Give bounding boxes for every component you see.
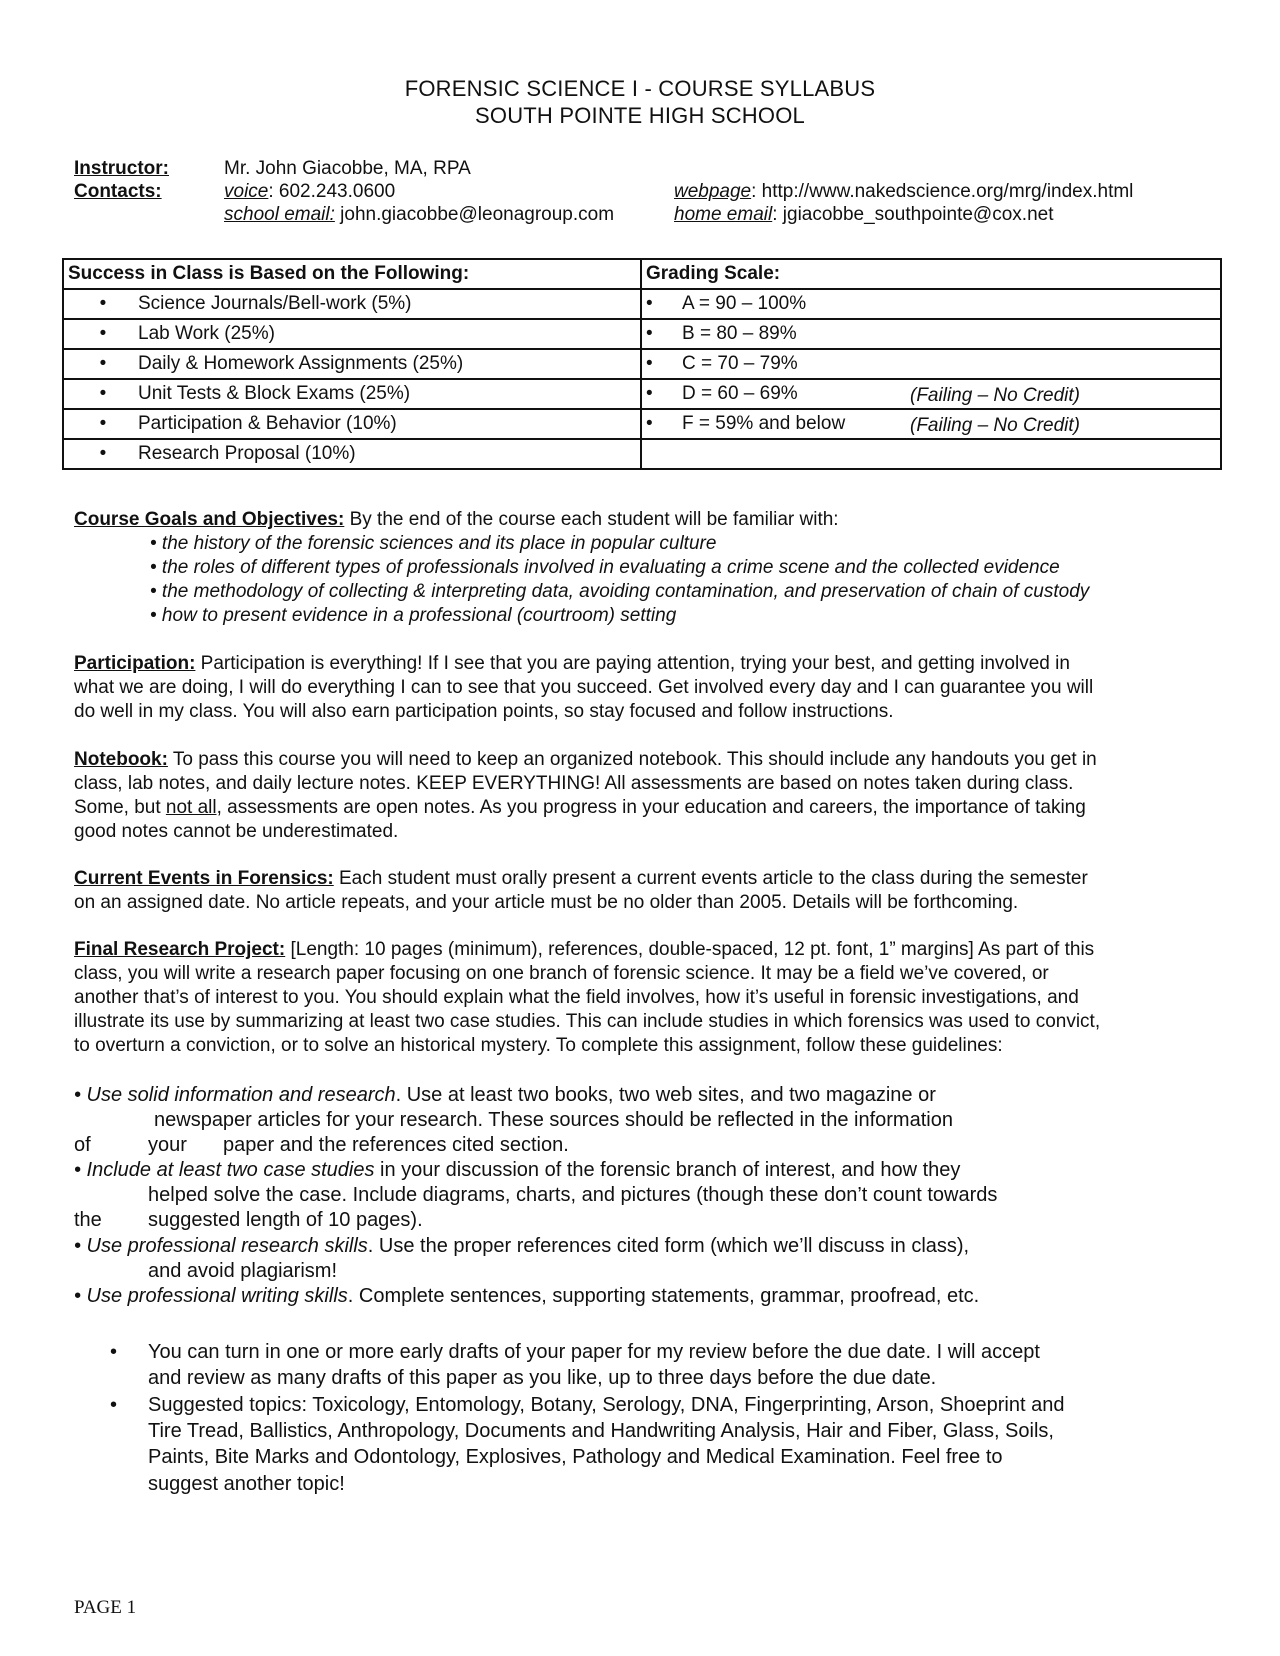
voice-value: : 602.243.0600 <box>268 181 396 202</box>
not-all-emphasis: not all, <box>165 797 222 818</box>
note-text: You can turn in one or more early drafts of your paper for my review before the due date. I will accept <box>148 1341 1040 1363</box>
grading-table <box>62 258 1222 470</box>
guideline-text: . Use the proper references cited form (which we’ll discuss in class), <box>367 1235 970 1257</box>
home-email-value: : jgiacobbe_southpointe@cox.net <box>772 204 1054 225</box>
success-header: Success in Class is Based on the Following: <box>63 259 641 289</box>
school-email-label: school email: <box>224 204 335 225</box>
goal-item: • how to present evidence in a professional (courtroom) setting <box>150 605 677 626</box>
document-title: FORENSIC SCIENCE I - COURSE SYLLABUS <box>404 76 876 101</box>
guideline-text: of <box>74 1134 91 1156</box>
guideline-text: . Complete sentences, supporting statements, grammar, proofread, etc. <box>347 1285 980 1307</box>
research-project-section <box>74 938 1214 1058</box>
grade-range: A = 90 – 100% <box>682 293 807 314</box>
research-text: class, you will write a research paper focusing on one branch of forensic science. It may be a field we’ve covered, or <box>74 963 1049 984</box>
empty-cell <box>641 439 1221 469</box>
current-events-section <box>74 867 1214 915</box>
guideline-item <box>74 1234 969 1260</box>
school-name: SOUTH POINTE HIGH SCHOOL <box>475 103 805 128</box>
table-row <box>63 349 1221 379</box>
notebook-text: good notes cannot be underestimated. <box>74 821 399 842</box>
school-email-contact <box>224 204 614 226</box>
note-text: and review as many drafts of this paper as you like, up to three days before the due date. <box>148 1367 937 1389</box>
research-text: another that’s of interest to you. You should explain what the field involves, how it’s useful in forensic investigations, and <box>74 987 1079 1008</box>
note-text: suggest another topic! <box>148 1473 345 1495</box>
grading-scale-header: Grading Scale: <box>641 259 1221 289</box>
note-text: Suggested topics: Toxicology, Entomology, Botany, Serology, DNA, Fingerprinting, Arson, Shoeprint and <box>148 1394 1065 1416</box>
course-goals-section <box>74 508 1214 628</box>
notebook-text: class, lab notes, and daily lecture notes. KEEP EVERYTHING! All assessments are based on notes taken during class. <box>74 773 1074 794</box>
participation-text: what we are doing, I will do everything I can to see that you succeed. Get involved every day and I can guarantee you will <box>74 677 1094 698</box>
guideline-text: and avoid plagiarism! <box>148 1260 337 1282</box>
criterion: Research Proposal (10%) <box>138 443 356 464</box>
notebook-text: Some, but <box>74 797 166 818</box>
failing-note: (Failing – No Credit) <box>910 415 1080 436</box>
table-header-row <box>63 259 1221 289</box>
criterion: Lab Work (25%) <box>138 323 275 344</box>
grade-range: B = 80 – 89% <box>682 323 797 344</box>
research-text: illustrate its use by summarizing at least two case studies. This can include studies in which forensics was used to convict, <box>74 1011 1101 1032</box>
goal-item: • the roles of different types of professionals involved in evaluating a crime scene and the collected evidence <box>150 557 1060 578</box>
guideline-emphasis: • Use professional writing skills <box>74 1285 348 1307</box>
guideline-text: your <box>148 1134 187 1156</box>
bullet: • <box>110 1394 118 1416</box>
guideline-text: in your discussion of the forensic branch of interest, and how they <box>374 1159 961 1181</box>
guideline-item <box>74 1284 979 1310</box>
note-text: Tire Tread, Ballistics, Anthropology, Documents and Handwriting Analysis, Hair and Fiber, Glass, Soils, <box>148 1420 1054 1442</box>
home-email-label: home email <box>674 204 773 225</box>
guideline-item <box>74 1083 936 1109</box>
webpage-value: : http://www.nakedscience.org/mrg/index.html <box>751 181 1134 202</box>
guideline-text: newspaper articles for your research. These sources should be reflected in the information <box>154 1109 953 1131</box>
participation-section <box>74 652 1214 724</box>
grade-range: F = 59% and below <box>682 413 846 434</box>
current-events-text: Each student must orally present a current events article to the class during the semester <box>333 868 1088 889</box>
criterion: Participation & Behavior (10%) <box>138 413 397 434</box>
research-text: [Length: 10 pages (minimum), references, double-spaced, 12 pt. font, 1” margins] As part of this <box>285 939 1095 960</box>
contacts-label: Contacts: <box>74 181 162 202</box>
table-row <box>63 409 1221 439</box>
bullet: • <box>99 383 107 404</box>
guideline-text: . Use at least two books, two web sites, and two magazine or <box>395 1084 936 1106</box>
table-row <box>63 439 1221 469</box>
bullet: • <box>99 293 107 314</box>
home-email-contact <box>674 204 1053 226</box>
page-number: PAGE 1 <box>74 1597 137 1618</box>
bullet: • <box>646 383 653 404</box>
bullet: • <box>646 293 653 314</box>
guideline-text: suggested length of 10 pages). <box>148 1209 423 1231</box>
guideline-text: helped solve the case. Include diagrams, charts, and pictures (though these don’t count towards <box>148 1184 998 1206</box>
grade-range: D = 60 – 69% <box>682 383 798 404</box>
criterion: Science Journals/Bell-work (5%) <box>138 293 412 314</box>
guideline-text: the <box>74 1209 102 1231</box>
notebook-label: Notebook: <box>74 749 168 770</box>
instructor-name: Mr. John Giacobbe, MA, RPA <box>224 158 471 179</box>
note-text: Paints, Bite Marks and Odontology, Explosives, Pathology and Medical Examination. Feel free to <box>148 1446 1003 1468</box>
goal-item: • the methodology of collecting & interpreting data, avoiding contamination, and preservation of chain of custody <box>150 581 1090 602</box>
participation-text: Participation is everything! If I see that you are paying attention, trying your best, and getting involved in <box>195 653 1070 674</box>
bullet: • <box>99 443 107 464</box>
notebook-section <box>74 748 1214 844</box>
grade-range: C = 70 – 79% <box>682 353 798 374</box>
research-text: to overturn a conviction, or to solve an historical mystery. To complete this assignment, follow these guidelines: <box>74 1035 1003 1056</box>
table-row <box>63 289 1221 319</box>
guideline-emphasis: • Include at least two case studies <box>74 1159 375 1181</box>
webpage-contact <box>674 181 1133 203</box>
criterion: Unit Tests & Block Exams (25%) <box>138 383 411 404</box>
bullet: • <box>646 413 653 434</box>
guideline-text: paper and the references cited section. <box>223 1134 569 1156</box>
course-goals-label: Course Goals and Objectives: <box>74 509 345 530</box>
bullet: • <box>646 353 653 374</box>
current-events-text: on an assigned date. No article repeats, and your article must be no older than 2005. Details will be forthcoming. <box>74 892 1019 913</box>
bullet: • <box>646 323 653 344</box>
table-row <box>63 379 1221 409</box>
bullet: • <box>99 353 107 374</box>
voice-label: voice <box>224 181 269 202</box>
research-project-label: Final Research Project: <box>74 939 286 960</box>
participation-label: Participation: <box>74 653 196 674</box>
guideline-emphasis: • Use solid information and research <box>74 1084 396 1106</box>
goal-item: • the history of the forensic sciences and its place in popular culture <box>150 533 717 554</box>
webpage-label: webpage <box>674 181 752 202</box>
bullet: • <box>99 413 107 434</box>
course-goals-intro: By the end of the course each student will be familiar with: <box>344 509 839 530</box>
instructor-label: Instructor: <box>74 158 169 179</box>
guideline-item <box>74 1158 960 1184</box>
notebook-text: assessments are open notes. As you progress in your education and careers, the importance of taking <box>221 797 1086 818</box>
notebook-text: To pass this course you will need to keep an organized notebook. This should include any handouts you get in <box>167 749 1097 770</box>
school-email-value: john.giacobbe@leonagroup.com <box>334 204 615 225</box>
criterion: Daily & Homework Assignments (25%) <box>138 353 464 374</box>
current-events-label: Current Events in Forensics: <box>74 868 334 889</box>
participation-text: do well in my class. You will also earn participation points, so stay focused and follow instructions. <box>74 701 894 722</box>
failing-note: (Failing – No Credit) <box>910 385 1080 406</box>
table-row <box>63 319 1221 349</box>
voice-contact <box>224 181 395 203</box>
bullet: • <box>99 323 107 344</box>
guideline-emphasis: • Use professional research skills <box>74 1235 368 1257</box>
bullet: • <box>110 1341 118 1363</box>
